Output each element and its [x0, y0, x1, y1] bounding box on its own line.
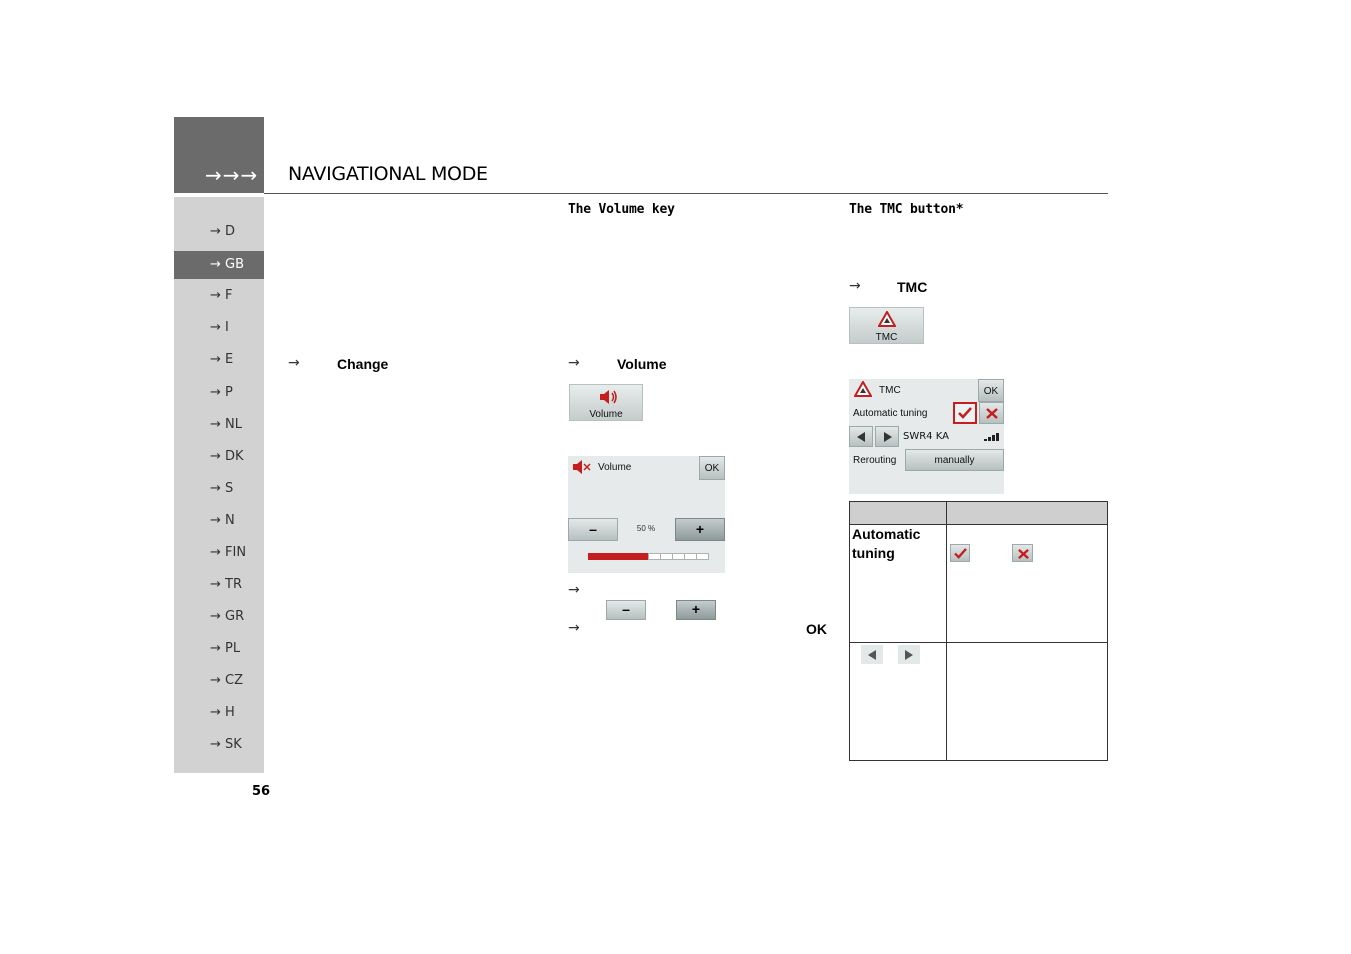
rerouting-value: manually: [934, 455, 975, 466]
step-arrow: →: [288, 355, 300, 371]
tmc-dialog-title: TMC: [879, 385, 901, 396]
sidebar-item-tr[interactable]: → TR: [210, 577, 242, 592]
sidebar-item-n[interactable]: → N: [210, 513, 235, 528]
tmc-button[interactable]: [849, 307, 924, 344]
volume-level-bar[interactable]: [588, 553, 706, 560]
header-arrows: →→→: [205, 163, 259, 187]
tmc-label: TMC: [897, 279, 928, 295]
cross-icon: [1017, 548, 1030, 560]
sidebar-item-gb[interactable]: → GB: [174, 251, 264, 279]
sidebar-item-cz[interactable]: → CZ: [210, 673, 244, 688]
sidebar-item-pl[interactable]: → PL: [210, 641, 241, 656]
volume-plus-button[interactable]: [675, 518, 725, 541]
step-arrow: →: [568, 355, 580, 371]
prev-station-button[interactable]: [849, 426, 873, 447]
volume-section-title: The Volume key: [568, 202, 675, 217]
ok-label: OK: [704, 463, 720, 474]
plus-key-button[interactable]: [676, 600, 716, 620]
volume-percent: 50 %: [636, 524, 656, 533]
header-rule: [264, 193, 1108, 194]
sidebar-item-gr[interactable]: → GR: [210, 609, 245, 624]
sidebar-item-i[interactable]: → I: [210, 320, 229, 335]
arrow-right-ref: [898, 645, 920, 664]
language-sidebar: [174, 197, 264, 773]
plus-label: +: [695, 520, 705, 537]
table-row-label: Automatic tuning: [852, 526, 921, 561]
table-divider: [946, 502, 947, 760]
signal-bars-icon: [984, 432, 1002, 441]
arrow-left-icon: [868, 650, 877, 660]
ok-text: OK: [806, 621, 827, 637]
volume-tile-label: Volume: [589, 409, 623, 420]
step-arrow: →: [849, 278, 861, 294]
check-icon: [954, 548, 967, 559]
volume-minus-button[interactable]: [568, 518, 618, 541]
minus-key-button[interactable]: [606, 600, 646, 620]
sidebar-item-s[interactable]: → S: [210, 481, 234, 496]
sidebar-item-f[interactable]: → F: [210, 288, 233, 303]
speaker-icon: [599, 389, 619, 405]
tmc-options-table: [849, 501, 1108, 761]
arrow-left-ref: [861, 645, 883, 664]
check-icon-ref: [950, 544, 970, 562]
ok-button[interactable]: [978, 379, 1004, 402]
page-title: NAVIGATIONAL MODE: [288, 163, 488, 185]
minus-label: –: [589, 520, 597, 537]
rerouting-select[interactable]: [905, 449, 1004, 471]
tmc-dialog: [849, 379, 1004, 494]
sidebar-item-dk[interactable]: → DK: [210, 449, 244, 464]
volume-dialog: [568, 456, 725, 573]
sidebar-item-d[interactable]: → D: [210, 224, 236, 239]
sidebar-item-e[interactable]: → E: [210, 352, 234, 367]
sidebar-item-p[interactable]: → P: [210, 385, 233, 400]
page-number: 56: [252, 784, 271, 799]
auto-tuning-on-button[interactable]: [953, 402, 977, 424]
volume-segment: [696, 553, 709, 560]
auto-tuning-off-button[interactable]: [979, 402, 1004, 424]
sidebar-item-fin[interactable]: → FIN: [210, 545, 247, 560]
volume-button[interactable]: [569, 384, 643, 421]
plus-key-label: +: [691, 601, 701, 618]
station-name: SWR4 KA: [903, 431, 949, 442]
arrow-right-icon: [884, 432, 893, 442]
volume-dialog-title: Volume: [598, 462, 632, 473]
ok-label: OK: [983, 386, 999, 397]
auto-tuning-label: Automatic tuning: [853, 408, 928, 419]
sidebar-item-h[interactable]: → H: [210, 705, 235, 720]
cross-icon: [985, 407, 999, 420]
tmc-tile-label: TMC: [875, 332, 898, 343]
mute-speaker-icon: [572, 459, 592, 475]
table-divider: [850, 642, 1107, 643]
arrow-left-icon: [857, 432, 866, 442]
step-arrow: →: [568, 620, 580, 636]
next-station-button[interactable]: [875, 426, 899, 447]
ok-button[interactable]: [699, 456, 725, 480]
sidebar-item-nl[interactable]: → NL: [210, 417, 242, 432]
warning-triangle-icon: [854, 381, 872, 397]
table-header: [850, 502, 1107, 525]
tmc-section-title: The TMC button*: [849, 202, 964, 217]
change-label: Change: [337, 356, 389, 372]
arrow-right-icon: [905, 650, 914, 660]
volume-label: Volume: [617, 356, 667, 372]
rerouting-label: Rerouting: [853, 455, 897, 466]
step-arrow: →: [568, 582, 580, 598]
sidebar-item-sk[interactable]: → SK: [210, 737, 242, 752]
minus-key-label: –: [622, 601, 630, 618]
check-icon: [958, 407, 972, 419]
warning-triangle-icon: [878, 311, 896, 327]
cross-icon-ref: [1012, 544, 1033, 562]
